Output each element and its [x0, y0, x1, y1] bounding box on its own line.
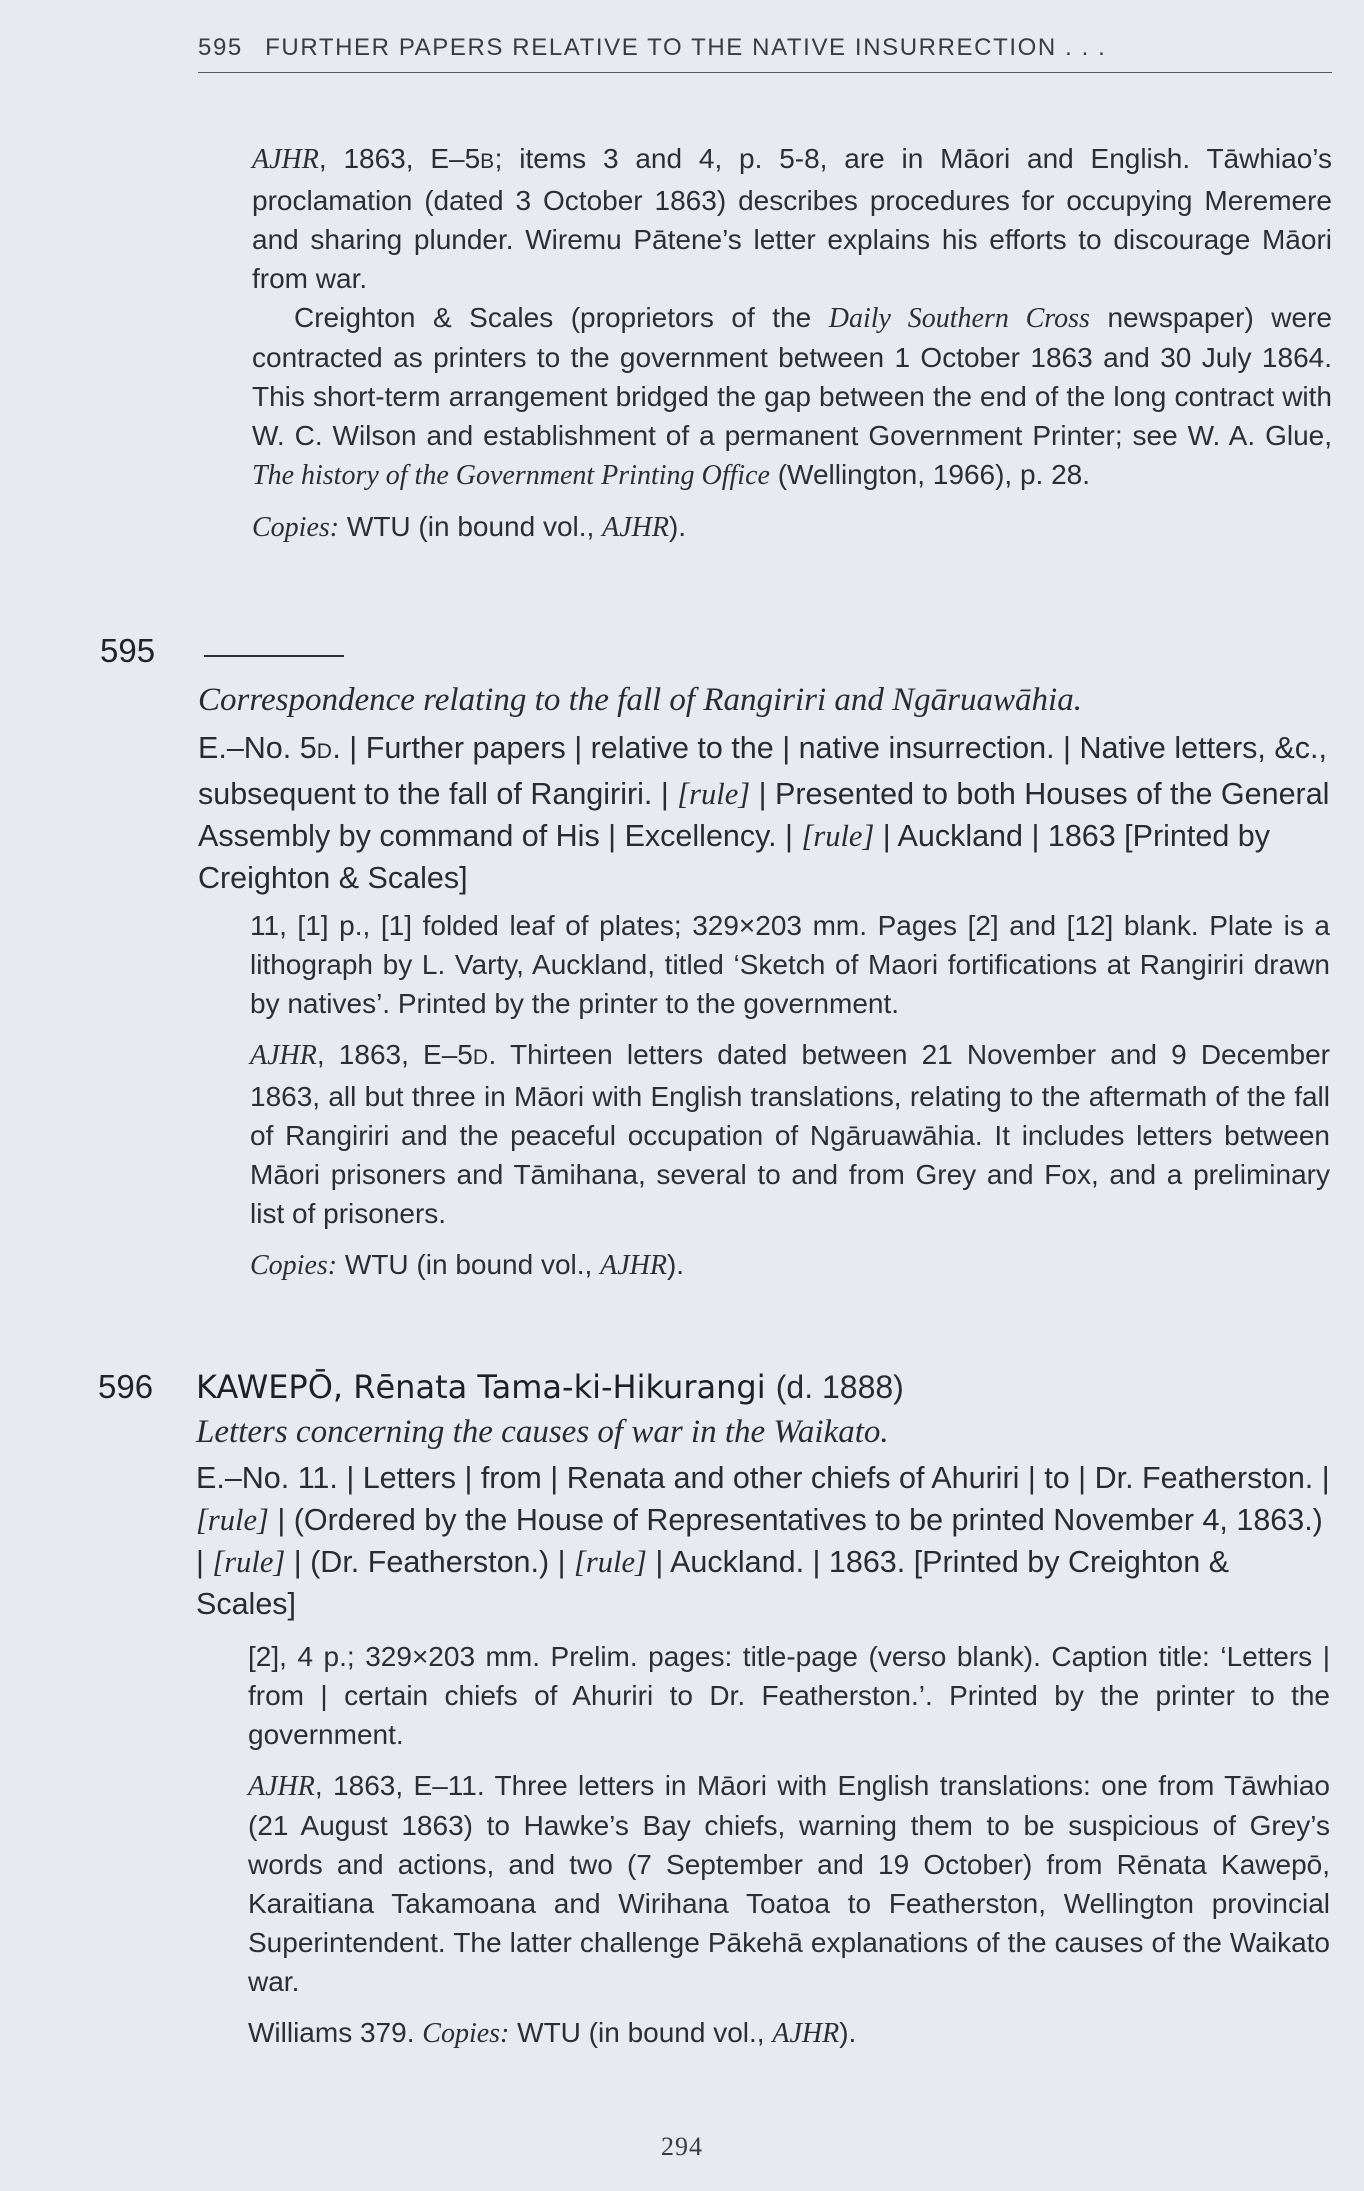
entry-595-transcription: E.–No. 5D. | Further papers | relative to the | native insurrection. | Native letters, &c., subsequent to the fall of Rangiriri. | [rule] | Presented to both Houses of the General Assembly by command of His | Excellency. | [rule] | Auckland | 1863 [Printed by Creighton & Scales]: [198, 731, 1330, 895]
page-folio: 294: [661, 2132, 703, 2161]
continuation-copies: Copies: WTU (in bound vol., AJHR).: [252, 511, 687, 543]
entry-596-ajhr-note: AJHR, 1863, E–11. Three letters in Māori with English translations: one from Tāwhiao (21 August 1863) to Hawke’s Bay chiefs, warning them to be suspicious of Grey’s words and actions, and two (7 September and 19 October) from Rēnata Kawepō, Karaitiana Takamoana and Wirihana Toatoa to Featherston, Wellington provincial Superintendent. The latter challenge Pākehā explanations of the causes of the Waikato war.: [248, 1770, 1330, 1997]
ajhr-abbrev: AJHR: [252, 144, 319, 175]
book-title: The history of the Government Printing Office: [252, 460, 770, 491]
entry-596-title: Letters concerning the causes of war in the Waikato.: [196, 1414, 889, 1450]
entry-596-copies: Williams 379. Copies: WTU (in bound vol., AJHR).: [248, 2017, 857, 2049]
entry-number-595: 595: [100, 632, 156, 669]
entry-596-author: [196, 1368, 904, 1406]
continuation-paragraph-1: AJHR, 1863, E–5B; items 3 and 4, p. 5-8, are in Māori and English. Tāwhiao’s proclamation (dated 3 October 1863) describes procedures for occupying Meremere and sharing plunder. Wiremu Pātene’s letter explains his efforts to discourage Māori from war.: [252, 143, 1332, 294]
running-head: [198, 34, 1332, 73]
author-name: KAWEPŌ, Rēnata Tama-ki-Hikurangi: [196, 1368, 766, 1406]
running-head-title: FURTHER PAPERS RELATIVE TO THE NATIVE INSURRECTION . . .: [265, 34, 1107, 61]
entry-595-title: Correspondence relating to the fall of Rangiriri and Ngāruawāhia.: [198, 682, 1082, 718]
entry-595-ajhr-note: AJHR, 1863, E–5D. Thirteen letters dated between 21 November and 9 December 1863, all but three in Māori with English translations, relating to the aftermath of the fall of Rangiriri and the peaceful occupation of Ngāruawāhia. It includes letters between Māori prisoners and Tāmihana, several to and from Grey and Fox, and a preliminary list of prisoners.: [250, 1039, 1330, 1229]
author-repeat-rule: [204, 655, 344, 657]
entry-595-physical-description: 11, [1] p., [1] folded leaf of plates; 329×203 mm. Pages [2] and [12] blank. Plate is a lithograph by L. Varty, Auckland, titled ‘Sketch of Maori fortifications at Rangiriri drawn by natives’. Printed by the printer to the government.: [250, 910, 1330, 1019]
author-dates: (d. 1888): [775, 1369, 904, 1405]
continuation-notes: [252, 139, 1332, 547]
entry-596-notes: [248, 1637, 1330, 2053]
entry-595-notes: [250, 906, 1330, 1285]
entry-595-copies: Copies: WTU (in bound vol., AJHR).: [250, 1249, 685, 1281]
entry-596-transcription: E.–No. 11. | Letters | from | Renata and other chiefs of Ahuriri | to | Dr. Featherston. | [rule] | (Ordered by the House of Representatives to be printed November 4, 1863.) | [rule] | (Dr. Featherston.) | [rule] | Auckland. | 1863. [Printed by Creighton & Scales]: [196, 1461, 1330, 1621]
continuation-paragraph-2: Creighton & Scales (proprietors of the Daily Southern Cross newspaper) were contracted as printers to the government between 1 October 1863 and 30 July 1864. This short-term arrangement bridged the gap between the end of the long contract with W. C. Wilson and establishment of a permanent Government Printer; see W. A. Glue, The history of the Government Printing Office (Wellington, 1966), p. 28.: [252, 302, 1333, 491]
entry-596-physical-description: [2], 4 p.; 329×203 mm. Prelim. pages: title-page (verso blank). Caption title: ‘Letters | from | certain chiefs of Ahuriri to Dr. Featherston.’. Printed by the printer to the government.: [248, 1641, 1330, 1750]
running-head-page-number: 595: [198, 34, 243, 61]
newspaper-title: Daily Southern Cross: [828, 303, 1090, 334]
entry-number-596: 596: [98, 1368, 154, 1405]
